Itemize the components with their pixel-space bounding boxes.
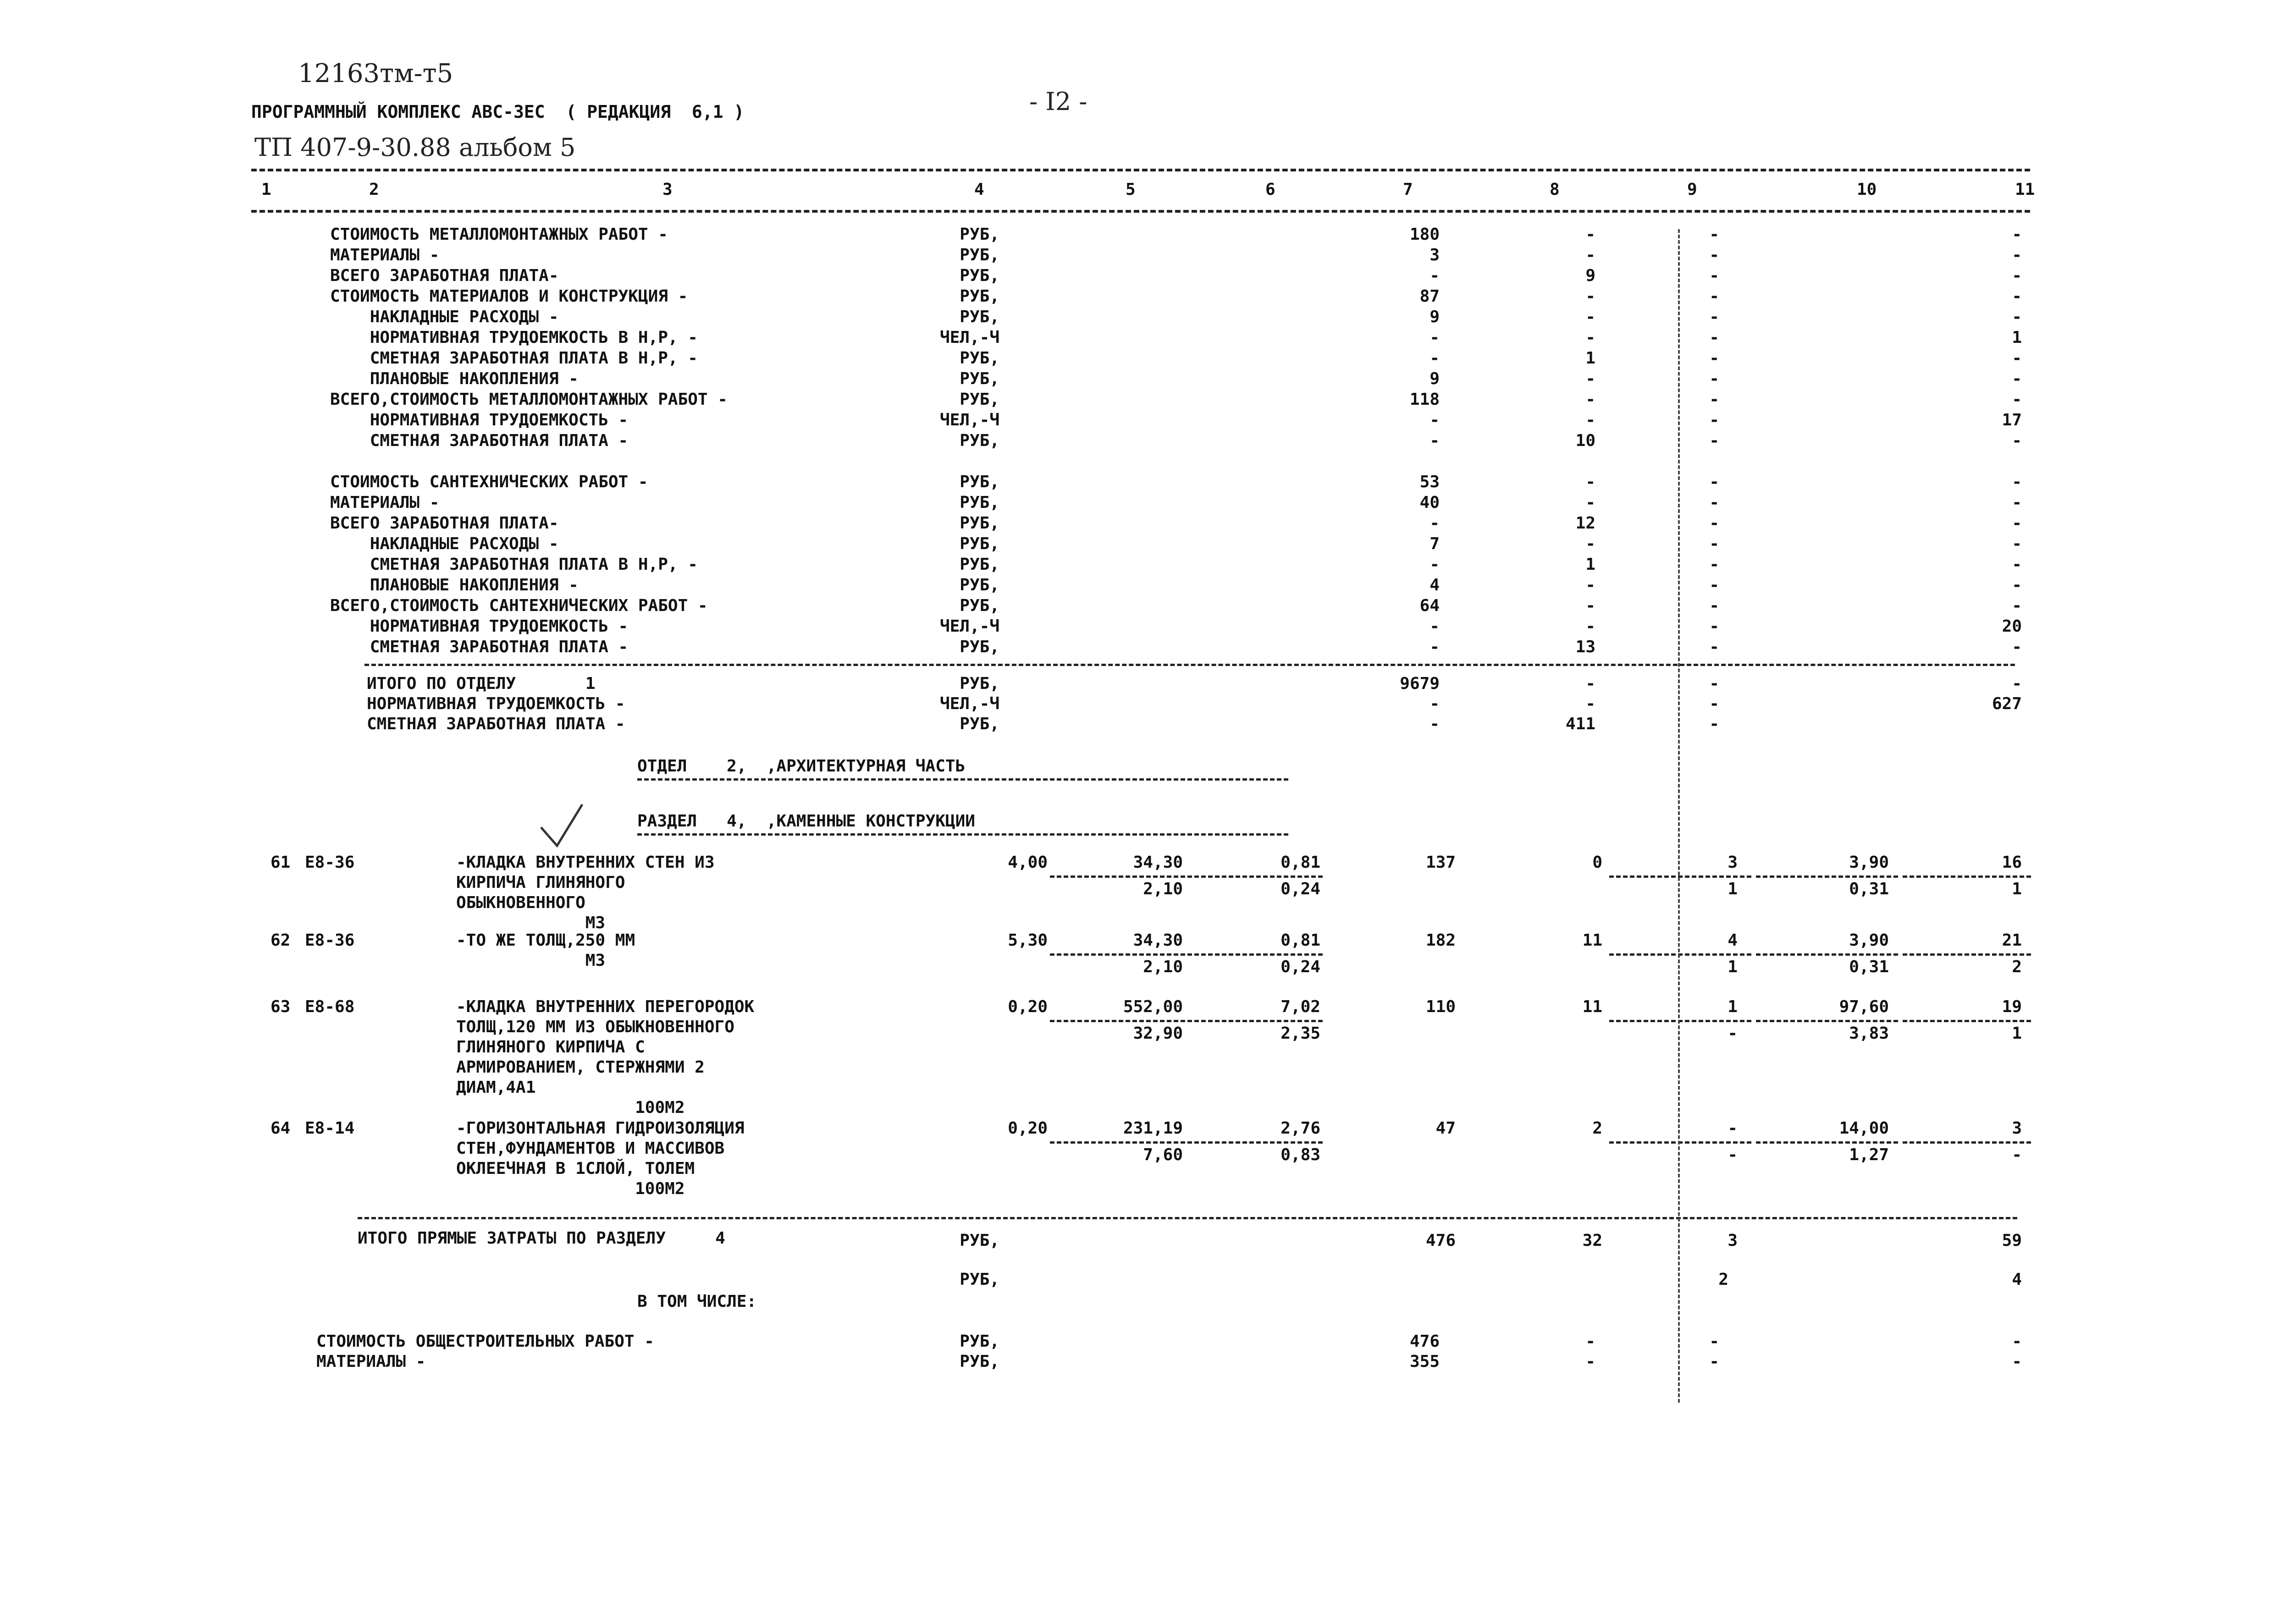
item-unit-wage-sub: 2,35 [1281, 1024, 1320, 1043]
item-description-line: КИРПИЧА ГЛИНЯНОГО [456, 873, 625, 892]
summary-row-c11: - [2012, 534, 2022, 553]
tail-row-label: СТОИМОСТЬ ОБЩЕСТРОИТЕЛЬНЫХ РАБОТ - [316, 1332, 654, 1351]
summary-row-c9: - [1709, 287, 1719, 306]
item-col10: 3,90 [1849, 853, 1889, 872]
item-unit-wage-sub: 0,24 [1281, 880, 1320, 898]
section-title: РАЗДЕЛ 4, ,КАМЕННЫЕ КОНСТРУКЦИИ [637, 812, 975, 831]
album-title: ТП 407-9-30.88 альбом 5 [254, 133, 576, 162]
summary-row-unit: РУБ, [960, 638, 999, 656]
total-row-c8: - [1585, 674, 1595, 693]
summary-row-c8: - [1585, 328, 1595, 347]
item-col9: - [1728, 1119, 1738, 1138]
summary-row-c9: - [1709, 225, 1719, 244]
summary-row-c9: - [1709, 390, 1719, 409]
summary-row-c11: - [2012, 493, 2022, 512]
summary-row-label: СТОИМОСТЬ САНТЕХНИЧЕСКИХ РАБОТ - [330, 473, 648, 491]
check-mark-icon [536, 800, 587, 850]
summary-row-c8: 13 [1575, 638, 1595, 656]
summary-row-c7: 9 [1430, 369, 1440, 388]
summary-row-unit: РУБ, [960, 225, 999, 244]
item-value-rule [1050, 953, 1323, 956]
summary-row-c7: - [1430, 431, 1440, 450]
total-row-unit: ЧЕЛ,-Ч [939, 694, 999, 713]
item-col11: 19 [2002, 997, 2022, 1016]
doc-code: 12163тм-т5 [298, 59, 453, 88]
tail-row-unit: РУБ, [960, 1352, 999, 1371]
header-rule-bottom [251, 210, 2030, 213]
summary-row-c11: - [2012, 369, 2022, 388]
summary-row-label: ВСЕГО,СТОИМОСТЬ МЕТАЛЛОМОНТАЖНЫХ РАБОТ - [330, 390, 728, 409]
summary-row-c11: - [2012, 638, 2022, 656]
column-header-8: 8 [1550, 180, 1560, 199]
item-value-rule [1050, 1141, 1323, 1144]
summary-row-label: СМЕТНАЯ ЗАРАБОТНАЯ ПЛАТА - [330, 431, 629, 450]
summary-row-unit: РУБ, [960, 390, 999, 409]
summary-row-c9: - [1709, 555, 1719, 574]
item-description-line: М3 [456, 914, 606, 932]
item-unit-wage: 0,81 [1281, 853, 1320, 872]
item-value-rule [1756, 1020, 1898, 1022]
summary-row-label: МАТЕРИАЛЫ - [330, 493, 440, 512]
item-unit-cost-sub: 32,90 [1133, 1024, 1183, 1043]
item-number: 61 [270, 853, 291, 872]
total-row-unit: РУБ, [960, 715, 999, 733]
summary-row-unit: РУБ, [960, 596, 999, 615]
item-col9-sub: - [1728, 1024, 1738, 1043]
item-description-line: СТЕН,ФУНДАМЕНТОВ И МАССИВОВ [456, 1139, 725, 1158]
column-header-5: 5 [1126, 180, 1136, 199]
column-header-3: 3 [662, 180, 673, 199]
tail-row-c11: - [2012, 1332, 2022, 1351]
item-number: 62 [270, 931, 291, 950]
section-total-c7: 476 [1425, 1231, 1456, 1250]
summary-row-label: МАТЕРИАЛЫ - [330, 246, 440, 264]
summary-row-c8: 10 [1575, 431, 1595, 450]
item-unit-cost-sub: 2,10 [1143, 880, 1183, 898]
summary-row-c7: - [1430, 514, 1440, 533]
summary-row-c11: - [2012, 390, 2022, 409]
summary-row-c8: - [1585, 390, 1595, 409]
summary-row-label: ВСЕГО ЗАРАБОТНАЯ ПЛАТА- [330, 514, 559, 533]
tail-row-c7: 476 [1409, 1332, 1440, 1351]
item-col9-sub: - [1728, 1145, 1738, 1164]
item-description-line: 100М2 [456, 1098, 685, 1117]
item-value-rule [1903, 953, 2031, 956]
item-unit-wage: 2,76 [1281, 1119, 1320, 1138]
summary-row-c8: - [1585, 617, 1595, 636]
summary-row-c7: 118 [1409, 390, 1440, 409]
item-total-cost: 47 [1435, 1119, 1456, 1138]
item-col11-sub: 2 [2012, 958, 2022, 976]
item-description-line: М3 [456, 951, 606, 970]
item-col10: 97,60 [1839, 997, 1889, 1016]
summary-row-c7: 9 [1430, 308, 1440, 326]
summary-row-c8: - [1585, 493, 1595, 512]
section-total-label: ИТОГО ПРЯМЫЕ ЗАТРАТЫ ПО РАЗДЕЛУ 4 [358, 1229, 725, 1248]
summary-row-c8: - [1585, 369, 1595, 388]
section-total-c11: 59 [2002, 1231, 2022, 1250]
summary-row-label: НОРМАТИВНАЯ ТРУДОЕМКОСТЬ - [330, 617, 629, 636]
section-total-unit-2: РУБ, [960, 1270, 999, 1289]
item-description-line: ГЛИНЯНОГО КИРПИЧА С [456, 1038, 645, 1057]
summary-row-c9: - [1709, 576, 1719, 595]
item-value-rule [1050, 875, 1323, 878]
item-col11: 3 [2012, 1119, 2022, 1138]
total-row-c11: 627 [1992, 694, 2022, 713]
item-description-line: ОБЫКНОВЕННОГО [456, 893, 585, 912]
item-description-line: -КЛАДКА ВНУТРЕННИХ СТЕН ИЗ [456, 853, 715, 872]
summary-row-c11: - [2012, 287, 2022, 306]
summary-row-c8: - [1585, 225, 1595, 244]
item-description-line: -ТО ЖЕ ТОЛЩ,250 ММ [456, 931, 635, 950]
summary-row-unit: РУБ, [960, 493, 999, 512]
item-quantity: 0,20 [1008, 997, 1048, 1016]
item-col10-sub: 3,83 [1849, 1024, 1889, 1043]
summary-row-unit: ЧЕЛ,-Ч [939, 411, 999, 429]
tail-row-unit: РУБ, [960, 1332, 999, 1351]
summary-row-c11: - [2012, 555, 2022, 574]
summary-row-label: НАКЛАДНЫЕ РАСХОДЫ - [330, 534, 559, 553]
column-header-4: 4 [974, 180, 984, 199]
summary-row-c8: - [1585, 473, 1595, 491]
summary-row-unit: РУБ, [960, 514, 999, 533]
total-row-c11: - [2012, 674, 2022, 693]
item-col9-sub: 1 [1728, 880, 1738, 898]
item-description-line: ОКЛЕЕЧНАЯ В 1СЛОЙ, ТОЛЕМ [456, 1159, 695, 1178]
summary-row-c7: - [1430, 638, 1440, 656]
summary-row-c9: - [1709, 369, 1719, 388]
summary-row-c7: 53 [1419, 473, 1440, 491]
item-unit-cost-sub: 2,10 [1143, 958, 1183, 976]
item-col10-sub: 0,31 [1849, 880, 1889, 898]
summary-row-c9: - [1709, 596, 1719, 615]
summary-row-unit: РУБ, [960, 555, 999, 574]
section-underline [637, 833, 1288, 836]
tail-row-c9: - [1709, 1352, 1719, 1371]
summary-row-c8: - [1585, 246, 1595, 264]
item-col9: 1 [1728, 997, 1738, 1016]
section-total-rule [358, 1217, 2017, 1219]
summary-row-c7: 3 [1430, 246, 1440, 264]
summary-row-c8: - [1585, 596, 1595, 615]
summary-row-c8: - [1585, 576, 1595, 595]
in-total-label: В ТОМ ЧИСЛЕ: [637, 1292, 757, 1311]
summary-row-c9: - [1709, 493, 1719, 512]
summary-row-label: НАКЛАДНЫЕ РАСХОДЫ - [330, 308, 559, 326]
item-col11: 21 [2002, 931, 2022, 950]
summary-row-c8: - [1585, 411, 1595, 429]
item-value-rule [1609, 953, 1751, 956]
summary-row-label: ПЛАНОВЫЕ НАКОПЛЕНИЯ - [330, 576, 579, 595]
summary-row-c8: 1 [1585, 349, 1595, 368]
item-col9: 4 [1728, 931, 1738, 950]
item-col10-sub: 0,31 [1849, 958, 1889, 976]
column-header-7: 7 [1403, 180, 1413, 199]
column-header-10: 10 [1857, 180, 1877, 199]
item-unit-cost-sub: 7,60 [1143, 1145, 1183, 1164]
summary-row-unit: РУБ, [960, 576, 999, 595]
summary-row-c9: - [1709, 266, 1719, 285]
item-col11-sub: - [2012, 1145, 2022, 1164]
total-row-label: СМЕТНАЯ ЗАРАБОТНАЯ ПЛАТА - [367, 715, 625, 733]
item-total-wage: 2 [1592, 1119, 1602, 1138]
summary-row-c9: - [1709, 349, 1719, 368]
summary-row-unit: РУБ, [960, 369, 999, 388]
summary-row-c7: 40 [1419, 493, 1440, 512]
summary-row-unit: РУБ, [960, 287, 999, 306]
column-header-2: 2 [369, 180, 379, 199]
section-total-c8: 32 [1582, 1231, 1602, 1250]
item-description-line: ТОЛЩ,120 ММ ИЗ ОБЫКНОВЕННОГО [456, 1018, 734, 1036]
item-total-cost: 137 [1425, 853, 1456, 872]
column-header-1: 1 [261, 180, 271, 199]
item-unit-wage-sub: 0,24 [1281, 958, 1320, 976]
tail-row-c11: - [2012, 1352, 2022, 1371]
summary-row-c8: - [1585, 308, 1595, 326]
summary-row-c11: 17 [2002, 411, 2022, 429]
item-col9: 3 [1728, 853, 1738, 872]
summary-row-c9: - [1709, 308, 1719, 326]
program-title: ПРОГРАММНЫЙ КОМПЛЕКС АВС-ЗЕС ( РЕДАКЦИЯ 6,1 ) [251, 102, 745, 122]
item-unit-wage: 0,81 [1281, 931, 1320, 950]
summary-row-c7: - [1430, 328, 1440, 347]
item-quantity: 0,20 [1008, 1119, 1048, 1138]
summary-row-c7: 64 [1419, 596, 1440, 615]
summary-row-c9: - [1709, 617, 1719, 636]
summary-row-label: СМЕТНАЯ ЗАРАБОТНАЯ ПЛАТА - [330, 638, 629, 656]
totals-rule [364, 664, 2015, 666]
item-value-rule [1609, 1141, 1751, 1144]
summary-row-c7: 180 [1409, 225, 1440, 244]
item-total-cost: 182 [1425, 931, 1456, 950]
summary-row-c9: - [1709, 514, 1719, 533]
total-row-c7: - [1430, 715, 1440, 733]
item-unit-cost: 34,30 [1133, 853, 1183, 872]
summary-row-label: НОРМАТИВНАЯ ТРУДОЕМКОСТЬ В Н,Р, - [330, 328, 698, 347]
total-row-c7: - [1430, 694, 1440, 713]
summary-row-c9: - [1709, 431, 1719, 450]
summary-row-c7: 87 [1419, 287, 1440, 306]
item-description-line: 100М2 [456, 1179, 685, 1198]
summary-row-label: СТОИМОСТЬ МЕТАЛЛОМОНТАЖНЫХ РАБОТ - [330, 225, 668, 244]
summary-row-c7: - [1430, 555, 1440, 574]
item-code: Е8-36 [305, 853, 355, 872]
summary-row-unit: РУБ, [960, 246, 999, 264]
summary-row-c11: - [2012, 225, 2022, 244]
summary-row-label: ПЛАНОВЫЕ НАКОПЛЕНИЯ - [330, 369, 579, 388]
summary-row-label: ВСЕГО ЗАРАБОТНАЯ ПЛАТА- [330, 266, 559, 285]
item-number: 64 [270, 1119, 291, 1138]
item-description-line: -ГОРИЗОНТАЛЬНАЯ ГИДРОИЗОЛЯЦИЯ [456, 1119, 745, 1138]
total-row-c8: - [1585, 694, 1595, 713]
summary-row-unit: РУБ, [960, 266, 999, 285]
total-row-c9: - [1709, 694, 1719, 713]
item-code: Е8-68 [305, 997, 355, 1016]
item-total-wage: 0 [1592, 853, 1602, 872]
item-value-rule [1756, 875, 1898, 878]
summary-row-c11: - [2012, 514, 2022, 533]
summary-row-c9: - [1709, 246, 1719, 264]
summary-row-unit: РУБ, [960, 534, 999, 553]
summary-row-c9: - [1709, 328, 1719, 347]
summary-row-c7: - [1430, 617, 1440, 636]
summary-row-label: СМЕТНАЯ ЗАРАБОТНАЯ ПЛАТА В Н,Р, - [330, 349, 698, 368]
section-total-c9: 3 [1728, 1231, 1738, 1250]
section-total-c11-sub: 4 [2012, 1270, 2022, 1289]
total-row-unit: РУБ, [960, 674, 999, 693]
item-value-rule [1609, 875, 1751, 878]
item-code: Е8-14 [305, 1119, 355, 1138]
summary-row-c9: - [1709, 534, 1719, 553]
header-rule-top [251, 169, 2030, 171]
summary-row-c9: - [1709, 473, 1719, 491]
column-9-divider [1678, 229, 1680, 1403]
item-unit-wage-sub: 0,83 [1281, 1145, 1320, 1164]
item-quantity: 5,30 [1008, 931, 1048, 950]
tail-row-c8: - [1585, 1352, 1595, 1371]
item-description-line: -КЛАДКА ВНУТРЕННИХ ПЕРЕГОРОДОК [456, 997, 755, 1016]
summary-row-c9: - [1709, 411, 1719, 429]
summary-row-c7: 4 [1430, 576, 1440, 595]
item-col10: 3,90 [1849, 931, 1889, 950]
summary-row-c8: 1 [1585, 555, 1595, 574]
summary-row-c11: - [2012, 596, 2022, 615]
item-value-rule [1903, 1020, 2031, 1022]
summary-row-unit: РУБ, [960, 349, 999, 368]
section-total-unit: РУБ, [960, 1231, 999, 1250]
summary-row-c11: 20 [2002, 617, 2022, 636]
item-quantity: 4,00 [1008, 853, 1048, 872]
item-col10-sub: 1,27 [1849, 1145, 1889, 1164]
item-col9-sub: 1 [1728, 958, 1738, 976]
summary-row-label: ВСЕГО,СТОИМОСТЬ САНТЕХНИЧЕСКИХ РАБОТ - [330, 596, 708, 615]
item-value-rule [1609, 1020, 1751, 1022]
total-row-label: НОРМАТИВНАЯ ТРУДОЕМКОСТЬ - [367, 694, 625, 713]
summary-row-c11: - [2012, 431, 2022, 450]
summary-row-c11: - [2012, 473, 2022, 491]
item-value-rule [1903, 1141, 2031, 1144]
column-header-9: 9 [1687, 180, 1697, 199]
dept-underline [637, 778, 1288, 781]
column-header-11: 11 [2015, 180, 2035, 199]
total-row-c9: - [1709, 674, 1719, 693]
summary-row-c8: - [1585, 534, 1595, 553]
summary-row-c11: - [2012, 349, 2022, 368]
summary-row-unit: РУБ, [960, 431, 999, 450]
summary-row-label: НОРМАТИВНАЯ ТРУДОЕМКОСТЬ - [330, 411, 629, 429]
item-total-cost: 110 [1425, 997, 1456, 1016]
tail-row-label: МАТЕРИАЛЫ - [316, 1352, 426, 1371]
item-unit-cost: 552,00 [1123, 997, 1183, 1016]
summary-row-unit: РУБ, [960, 473, 999, 491]
summary-row-label: СМЕТНАЯ ЗАРАБОТНАЯ ПЛАТА В Н,Р, - [330, 555, 698, 574]
summary-row-c8: - [1585, 287, 1595, 306]
item-unit-wage: 7,02 [1281, 997, 1320, 1016]
item-col11-sub: 1 [2012, 880, 2022, 898]
summary-row-c9: - [1709, 638, 1719, 656]
item-value-rule [1903, 875, 2031, 878]
item-total-wage: 11 [1582, 931, 1602, 950]
item-value-rule [1756, 953, 1898, 956]
summary-row-c11: - [2012, 308, 2022, 326]
item-total-wage: 11 [1582, 997, 1602, 1016]
item-description-line: АРМИРОВАНИЕМ, СТЕРЖНЯМИ 2 [456, 1058, 705, 1077]
column-header-6: 6 [1265, 180, 1275, 199]
summary-row-c11: - [2012, 576, 2022, 595]
item-col11: 16 [2002, 853, 2022, 872]
section-total-c9-sub: 2 [1718, 1270, 1728, 1289]
total-row-c8: 411 [1565, 715, 1595, 733]
summary-row-label: СТОИМОСТЬ МАТЕРИАЛОВ И КОНСТРУКЦИЯ - [330, 287, 688, 306]
summary-row-c7: - [1430, 411, 1440, 429]
item-col10: 14,00 [1839, 1119, 1889, 1138]
tail-row-c8: - [1585, 1332, 1595, 1351]
summary-row-c11: 1 [2012, 328, 2022, 347]
total-row-c7: 9679 [1400, 674, 1440, 693]
total-row-c9: - [1709, 715, 1719, 733]
summary-row-unit: ЧЕЛ,-Ч [939, 328, 999, 347]
summary-row-c7: 7 [1430, 534, 1440, 553]
summary-row-c8: 12 [1575, 514, 1595, 533]
summary-row-c8: 9 [1585, 266, 1595, 285]
page-number: - I2 - [1029, 87, 1087, 116]
item-unit-cost: 34,30 [1133, 931, 1183, 950]
total-row-label: ИТОГО ПО ОТДЕЛУ 1 [367, 674, 596, 693]
item-code: Е8-36 [305, 931, 355, 950]
summary-row-c11: - [2012, 246, 2022, 264]
summary-row-c7: - [1430, 266, 1440, 285]
summary-row-c7: - [1430, 349, 1440, 368]
item-value-rule [1050, 1020, 1323, 1022]
item-unit-cost: 231,19 [1123, 1119, 1183, 1138]
item-description-line: ДИАМ,4А1 [456, 1078, 536, 1097]
item-number: 63 [270, 997, 291, 1016]
item-col11-sub: 1 [2012, 1024, 2022, 1043]
tail-row-c7: 355 [1409, 1352, 1440, 1371]
summary-row-unit: ЧЕЛ,-Ч [939, 617, 999, 636]
summary-row-c11: - [2012, 266, 2022, 285]
tail-row-c9: - [1709, 1332, 1719, 1351]
summary-row-unit: РУБ, [960, 308, 999, 326]
item-value-rule [1756, 1141, 1898, 1144]
dept-title: ОТДЕЛ 2, ,АРХИТЕКТУРНАЯ ЧАСТЬ [637, 757, 966, 776]
